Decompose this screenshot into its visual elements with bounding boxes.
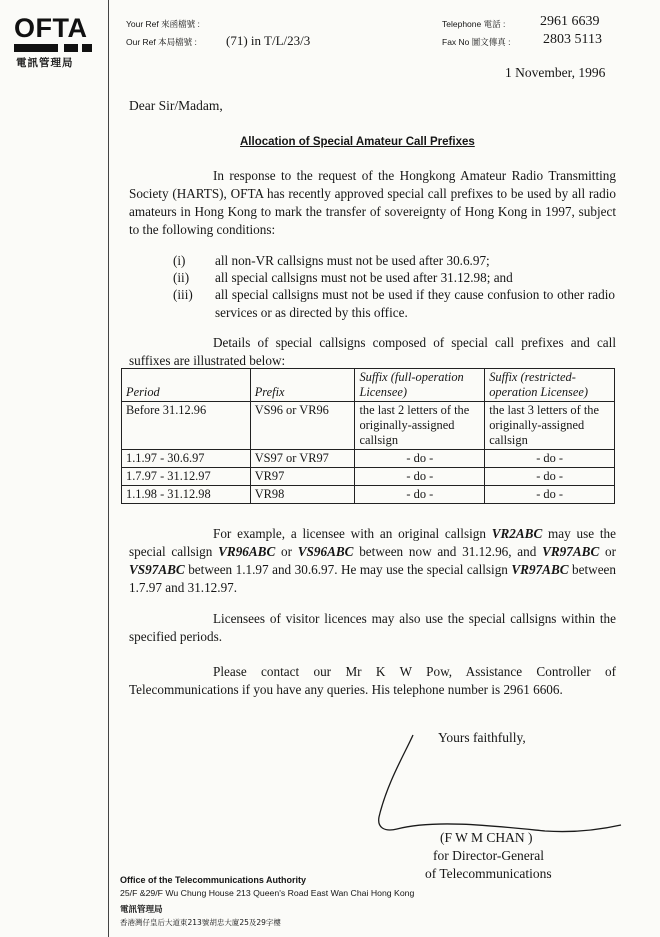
cell-suffix-full: the last 2 letters of the originally-assigned callsign — [355, 402, 485, 450]
condition-text: all special callsigns must not be used if they cause confusion to other radio services or as directed by this office. — [215, 287, 615, 320]
condition-text: all special callsigns must not be used after 31.12.98; and — [215, 270, 513, 285]
our-ref-value: (71) in T/L/23/3 — [226, 33, 311, 48]
callsign-table — [121, 368, 615, 504]
fax-label: Fax No 圖文傳真 : — [442, 37, 511, 47]
cell-suffix-restricted: - do - — [485, 468, 615, 486]
cell-period: 1.7.97 - 31.12.97 — [122, 468, 251, 486]
condition-text: all non-VR callsigns must not be used after 30.6.97; — [215, 253, 490, 268]
table-row — [122, 450, 615, 468]
condition-number: (i) — [173, 253, 186, 268]
callsign-example: VS97ABC — [129, 562, 185, 577]
table-row — [122, 468, 615, 486]
paragraph-visitor: Licensees of visitor licences may also use the special callsigns within the specified periods. — [129, 611, 616, 644]
text-run: For example, a licensee with an original callsign — [213, 526, 492, 541]
closing: Yours faithfully, — [438, 730, 526, 745]
header-period: Period — [122, 369, 251, 402]
cell-prefix: VR98 — [250, 486, 355, 504]
cell-suffix-full: - do - — [355, 486, 485, 504]
header-suffix-full: Suffix (full-operation Licensee) — [355, 369, 485, 402]
signatory-title-line1: for Director-General — [433, 848, 545, 863]
table-header-row — [122, 369, 615, 402]
text-run: or — [599, 544, 616, 559]
header-prefix: Prefix — [250, 369, 355, 402]
paragraph-contact: Please contact our Mr K W Pow, Assistance Controller of Telecommunications if you have any queries. His telephone number is 2961 6606. — [129, 664, 616, 697]
text-run: between 1.7.97 and 31.12.97. — [129, 562, 616, 595]
logo-bars — [14, 44, 92, 52]
cell-suffix-full: - do - — [355, 468, 485, 486]
text-run: between now and 31.12.96, and — [353, 544, 543, 559]
callsign-example: VS96ABC — [297, 544, 354, 559]
callsign-example: VR97ABC — [511, 562, 569, 577]
cell-suffix-full: - do - — [355, 450, 485, 468]
our-ref-label: Our Ref 本局檔號 : — [126, 37, 197, 47]
paragraph-details: Details of special callsigns composed of special call prefixes and call suffixes are illustrated below: — [129, 335, 616, 368]
letter-date: 1 November, 1996 — [505, 65, 606, 80]
condition-number: (ii) — [173, 270, 190, 285]
footer-address: 25/F &29/F Wu Chung House 213 Queen's Road East Wan Chai Hong Kong — [120, 888, 415, 898]
cell-suffix-restricted: - do - — [485, 486, 615, 504]
paragraph-request: In response to the request of the Hongkong Amateur Radio Transmitting Society (HARTS), OFTA has recently approved special call prefixes to be used by all radio amateurs in Hong Kong to mark the transfer of sovereignty of Hong Kong in 1997, subject to the following conditions: — [129, 168, 616, 237]
your-ref-label: Your Ref 來函檔號 : — [126, 19, 200, 29]
cell-prefix: VR97 — [250, 468, 355, 486]
callsign-example: VR96ABC — [218, 544, 276, 559]
cell-period: 1.1.98 - 31.12.98 — [122, 486, 251, 504]
cell-suffix-restricted: - do - — [485, 450, 615, 468]
text-run: between 1.1.97 and 30.6.97. He may use the special callsign — [184, 562, 512, 577]
letter-title: Allocation of Special Amateur Call Prefixes — [240, 136, 475, 148]
cell-period: 1.1.97 - 30.6.97 — [122, 450, 251, 468]
text-run: or — [275, 544, 298, 559]
footer-office-chinese: 電訊管理局 — [120, 905, 163, 915]
table-row — [122, 402, 615, 450]
cell-prefix: VS97 or VR97 — [250, 450, 355, 468]
signatory-name: (F W M CHAN ) — [440, 830, 533, 845]
header-suffix-restricted: Suffix (restricted-operation Licensee) — [485, 369, 615, 402]
logo-chinese-name: 電訊管理局 — [16, 57, 74, 69]
salutation: Dear Sir/Madam, — [129, 98, 223, 113]
signatory-title-line2: of Telecommunications — [425, 866, 552, 881]
condition-number: (iii) — [173, 287, 193, 302]
footer-office: Office of the Telecommunications Authority — [120, 875, 307, 885]
ofta-logo: OFTA — [14, 13, 88, 43]
telephone-value: 2961 6639 — [540, 14, 600, 29]
table-row — [122, 486, 615, 504]
callsign-example: VR2ABC — [491, 526, 543, 541]
fax-value: 2803 5113 — [543, 32, 602, 47]
callsign-example: VR97ABC — [542, 544, 600, 559]
paragraph-example — [129, 525, 616, 597]
text-run: may use the special callsign — [129, 526, 616, 559]
telephone-label: Telephone 電話 : — [442, 19, 506, 29]
cell-period: Before 31.12.96 — [122, 402, 251, 450]
margin-rule — [108, 0, 109, 937]
footer-address-chinese: 香港灣仔皇后大道東213號胡忠大廈25及29字樓 — [120, 918, 281, 927]
cell-suffix-restricted: the last 3 letters of the originally-assigned callsign — [485, 402, 615, 450]
cell-prefix: VS96 or VR96 — [250, 402, 355, 450]
